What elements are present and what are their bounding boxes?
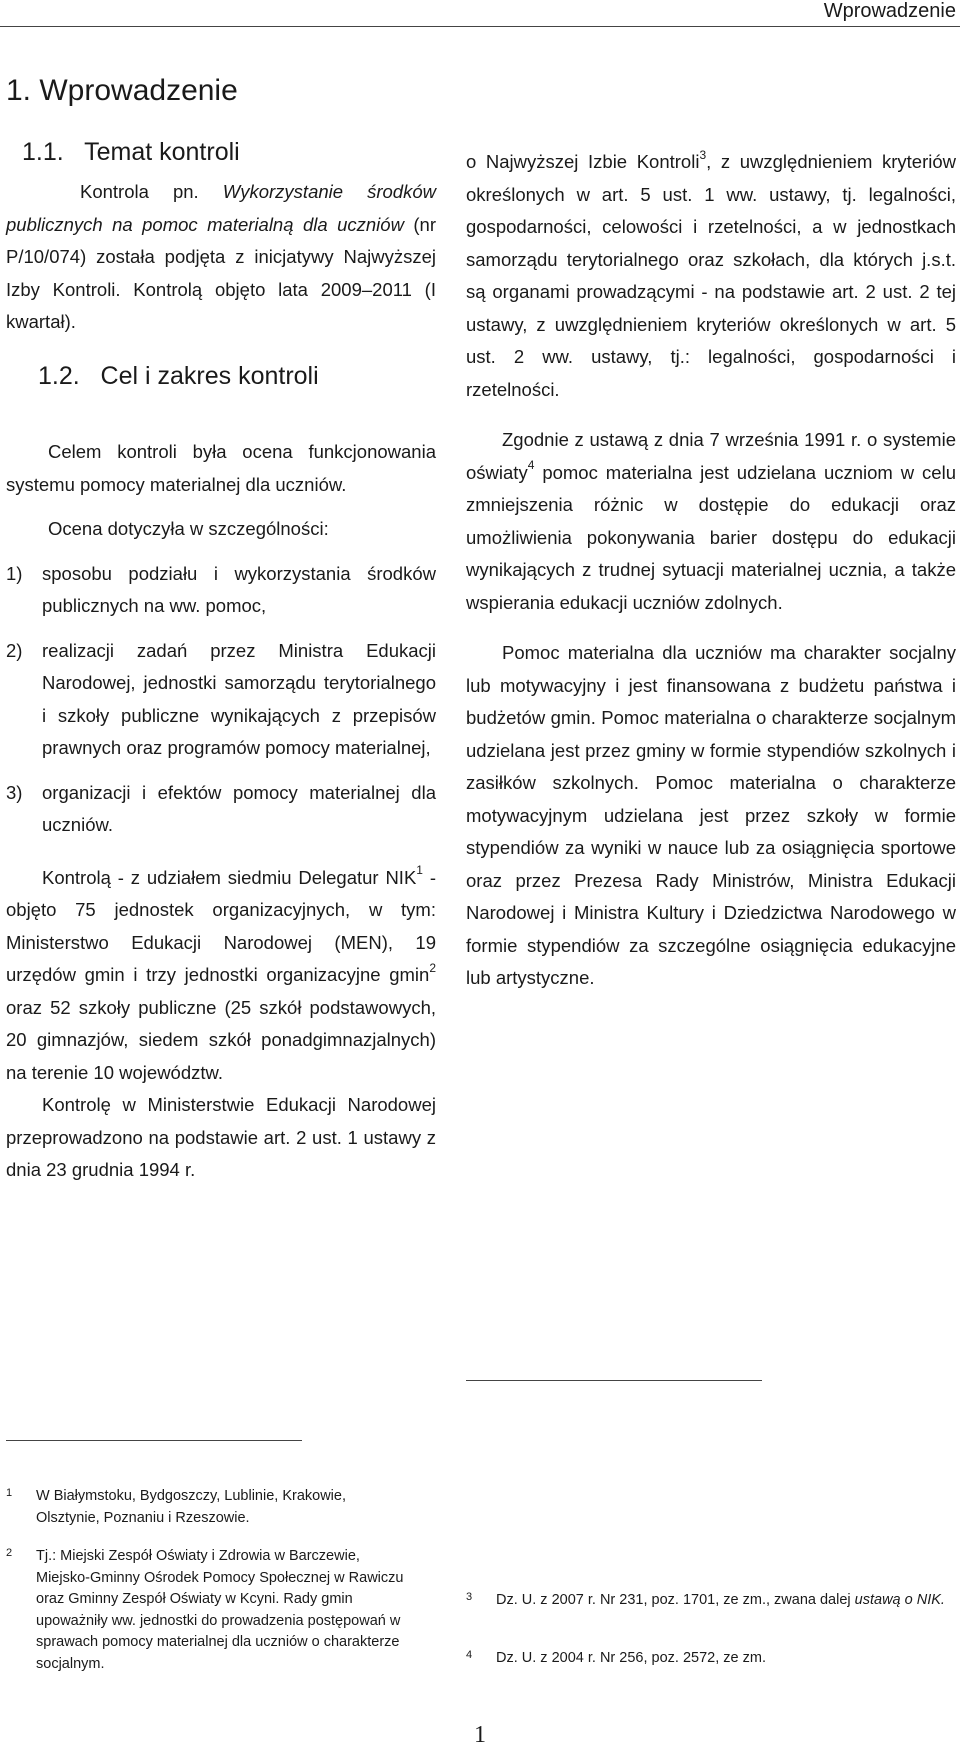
chapter-title: 1. Wprowadzenie xyxy=(6,74,238,107)
audit-title: Wykorzystanie środków publicznych na pomoc materialną dla uczniów xyxy=(6,181,436,235)
footnote-separator xyxy=(466,1380,762,1381)
footnote-ref: 4 xyxy=(527,458,535,473)
left-column xyxy=(6,436,436,1187)
paragraph-aid-types: Pomoc materialna dla uczniów ma charakter socjalny lub motywacyjny i jest finansowana z budżetu państwa i budżetów gmin. Pomoc materialna o charakterze socjalnym udzielana jest przez gminy w formie stypendiów szkolnych i zasiłków szkolnych. Pomoc materialna o charakterze motywacyjnym udzielana jest przez szkoły w formie stypendiów za wyniki w nauce lub za osiągnięcia sportowe oraz przez Prezesa Rady Ministrów, Ministra Edukacji Narodowej i Ministra Kultury i Dziedzictwa Narodowego w formie stypendiów za szczególne osiągnięcia edukacyjne lub artystyczne. xyxy=(466,642,956,988)
left-column-top xyxy=(6,176,436,339)
list-item: 3) organizacji i efektów pomocy materialnej dla uczniów. xyxy=(6,781,436,835)
paragraph-legal-basis: Kontrolę w Ministerstwie Edukacji Narodowej przeprowadzono na podstawie art. 2 ust. 1 ustawy z dnia 23 grudnia 1994 r. xyxy=(6,1094,436,1180)
header-rule xyxy=(0,26,960,27)
page-number: 1 xyxy=(474,1722,486,1748)
section-title-1-1: 1.1. Temat kontroli xyxy=(22,138,240,166)
footnote-ref: 3 xyxy=(699,147,707,162)
footnote-ref: 2 xyxy=(429,960,436,975)
running-header xyxy=(0,0,960,24)
footnote-separator xyxy=(6,1440,302,1441)
paragraph-criteria: o Najwyższej Izbie Kontroli$^3$, z uwzględnieniem kryteriów określonych w art. 5 ust. 1 ww. ustawy, tj. legalności, gospodarności, celowości i rzetelności, a w jednostkach samorządu terytorialnego oraz szkołach, dla których j.s.t. są organami prowadzącymi - na podstawie art. 2 ust. 2 tej ustawy, z uwzględnieniem kryteriów określonych w art. 5 ust. 2 ww. ustawy, tj.: legalności, gospodarności i rzetelności. xyxy=(466,147,957,400)
footnote-2: 2 Tj.: Miejski Zespół Oświaty i Zdrowia w Barczewie, Miejsko-Gminny Ośrodek Pomocy Społecznej w Rawiczu oraz Gminny Zespół Oświaty w Kcyni. Rady gmin upoważniły ww. jednostki do prowadzenia postępowań w sprawach pomocy materialnej dla uczniów o charakterze socjalnym. xyxy=(6,1547,404,1672)
section-title-1-2: 1.2. Cel i zakres kontroli xyxy=(38,362,319,390)
footnote-ref: 1 xyxy=(416,863,423,878)
footnote-1: 1 W Białymstoku, Bydgoszczy, Lublinie, Krakowie, Olsztynie, Poznaniu i Rzeszowie. xyxy=(6,1487,346,1526)
footnote-4: 4 Dz. U. z 2004 r. Nr 256, poz. 2572, ze zm. xyxy=(466,1649,766,1666)
paragraph-topic: Kontrola pn. Wykorzystanie środków publicznych na pomoc materialną dla uczniów (nr P/10/074) została podjęta z inicjatywy Najwyższej Izby Kontroli. Kontrolą objęto lata 2009–2011 (I kwartał). xyxy=(6,181,436,332)
right-column xyxy=(466,146,956,995)
paragraph-audited-units: Kontrolą - z udziałem siedmiu Delegatur NIK$^1$ - objęto 75 jednostek organizacyjnych, w tym: Ministerstwo Edukacji Narodowej (MEN), 19 urzędów gmin i trzy jednostki organizacyjne gmin$^2$ oraz 52 szkoły publiczne (25 szkół podstawowych, 20 gimnazjów, siedem szkół ponadgimnazjalnych) na terenie 10 województw. xyxy=(6,863,436,1083)
paragraph-purpose: Celem kontroli była ocena funkcjonowania systemu pomocy materialnej dla uczniów. xyxy=(6,441,436,495)
running-title: Wprowadzenie xyxy=(823,0,956,22)
list-item: 2) realizacji zadań przez Ministra Edukacji Narodowej, jednostki samorządu terytorialnego i szkoły publiczne wynikających z przepisów prawnych oraz programów pomocy materialnej, xyxy=(6,639,436,758)
footnote-3: 3 Dz. U. z 2007 r. Nr 231, poz. 1701, ze zm., zwana dalej ustawą o NIK. xyxy=(466,1591,945,1608)
list-item: 1) sposobu podziału i wykorzystania środków publicznych na ww. pomoc, xyxy=(6,562,436,616)
paragraph-education-act: Zgodnie z ustawą z dnia 7 września 1991 r. o systemie oświaty$^4$ pomoc materialna jest udzielana uczniom w celu zmniejszenia różnic w dostępie do edukacji oraz umożliwienia pokonywania barier dostępu do edukacji wynikających z trudnej sytuacji materialnej ucznia, a także wspierania edukacji uczniów zdolnych. xyxy=(466,429,956,613)
paragraph-scope-intro: Ocena dotyczyła w szczególności: xyxy=(48,518,329,539)
